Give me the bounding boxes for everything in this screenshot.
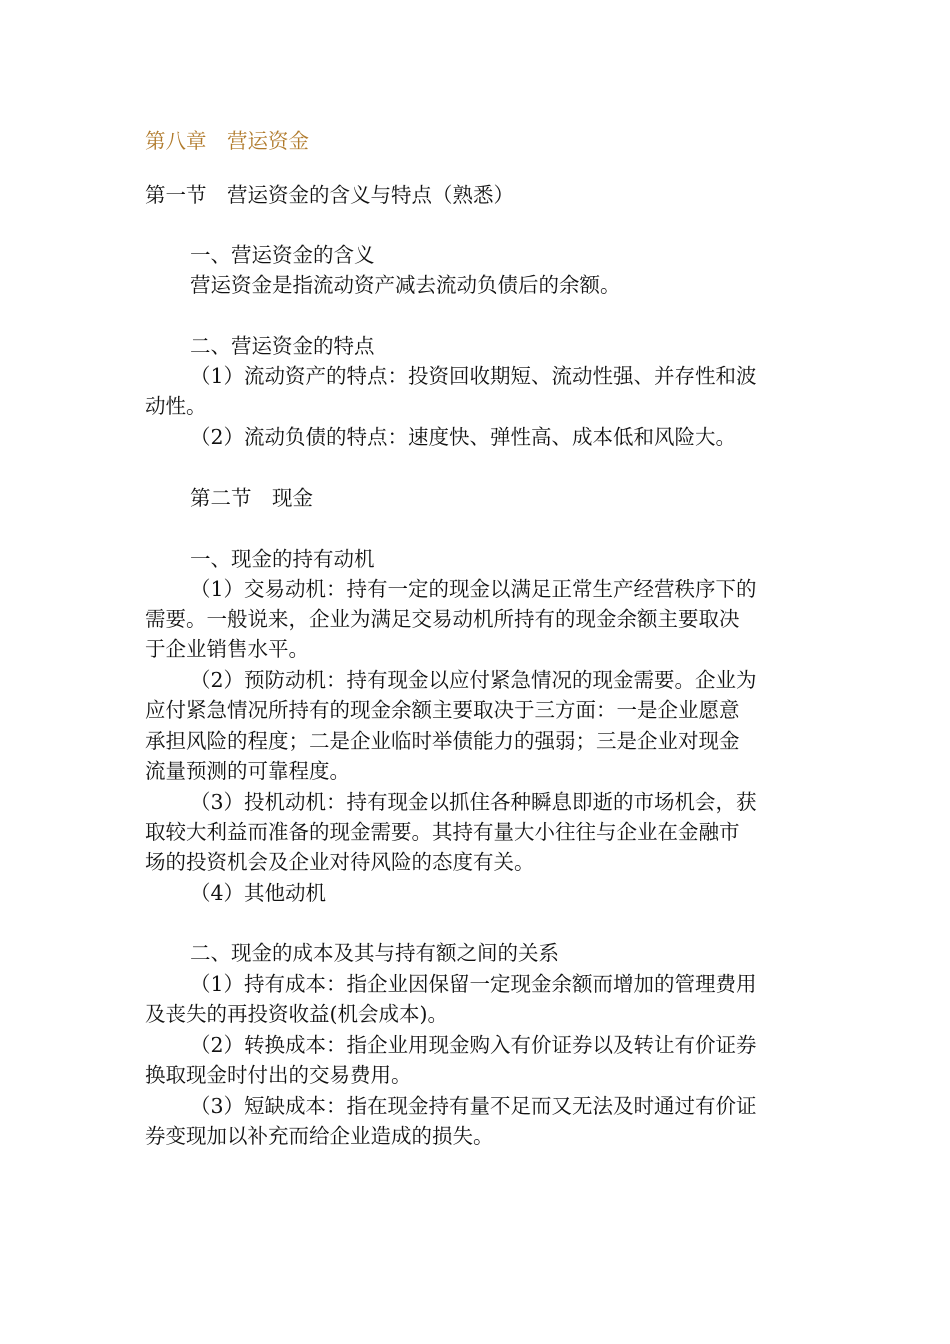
subsection-heading: 二、现金的成本及其与持有额之间的关系 — [190, 941, 559, 965]
paragraph-line: 承担风险的程度；二是企业临时举债能力的强弱；三是企业对现金 — [145, 729, 740, 753]
paragraph-line: （2）转换成本：指企业用现金购入有价证券以及转让有价证券 — [190, 1033, 757, 1057]
section-title: 第一节 营运资金的含义与特点（熟悉） — [145, 183, 514, 207]
paragraph-line: 应付紧急情况所持有的现金余额主要取决于三方面：一是企业愿意 — [145, 698, 740, 722]
section-title: 第二节 现金 — [190, 486, 313, 510]
subsection-heading: 二、营运资金的特点 — [190, 334, 375, 358]
chapter-title: 第八章 营运资金 — [145, 129, 309, 153]
paragraph-line: （3）短缺成本：指在现金持有量不足而又无法及时通过有价证 — [190, 1094, 757, 1118]
paragraph-line: （2）预防动机：持有现金以应付紧急情况的现金需要。企业为 — [190, 668, 757, 692]
paragraph-line: 券变现加以补充而给企业造成的损失。 — [145, 1124, 494, 1148]
paragraph-line: （3）投机动机：持有现金以抓住各种瞬息即逝的市场机会，获 — [190, 790, 757, 814]
paragraph-line: （4）其他动机 — [190, 881, 327, 905]
subsection-heading: 一、现金的持有动机 — [190, 547, 375, 571]
paragraph-line: 流量预测的可靠程度。 — [145, 759, 350, 783]
paragraph-line: 及丧失的再投资收益(机会成本)。 — [145, 1002, 448, 1026]
paragraph-line: 换取现金时付出的交易费用。 — [145, 1063, 412, 1087]
paragraph-line: （1）流动资产的特点：投资回收期短、流动性强、并存性和波 — [190, 364, 757, 388]
paragraph-line: 取较大利益而准备的现金需要。其持有量大小往往与企业在金融市 — [145, 820, 740, 844]
paragraph-line: 场的投资机会及企业对待风险的态度有关。 — [145, 850, 535, 874]
paragraph-line: 动性。 — [145, 394, 207, 418]
paragraph-line: 营运资金是指流动资产减去流动负债后的余额。 — [190, 273, 621, 297]
paragraph-line: 于企业销售水平。 — [145, 637, 309, 661]
paragraph-line: （2）流动负债的特点：速度快、弹性高、成本低和风险大。 — [190, 425, 737, 449]
subsection-heading: 一、营运资金的含义 — [190, 243, 375, 267]
paragraph-line: （1）持有成本：指企业因保留一定现金余额而增加的管理费用 — [190, 972, 757, 996]
paragraph-line: 需要。一般说来，企业为满足交易动机所持有的现金余额主要取决 — [145, 607, 740, 631]
paragraph-line: （1）交易动机：持有一定的现金以满足正常生产经营秩序下的 — [190, 577, 757, 601]
